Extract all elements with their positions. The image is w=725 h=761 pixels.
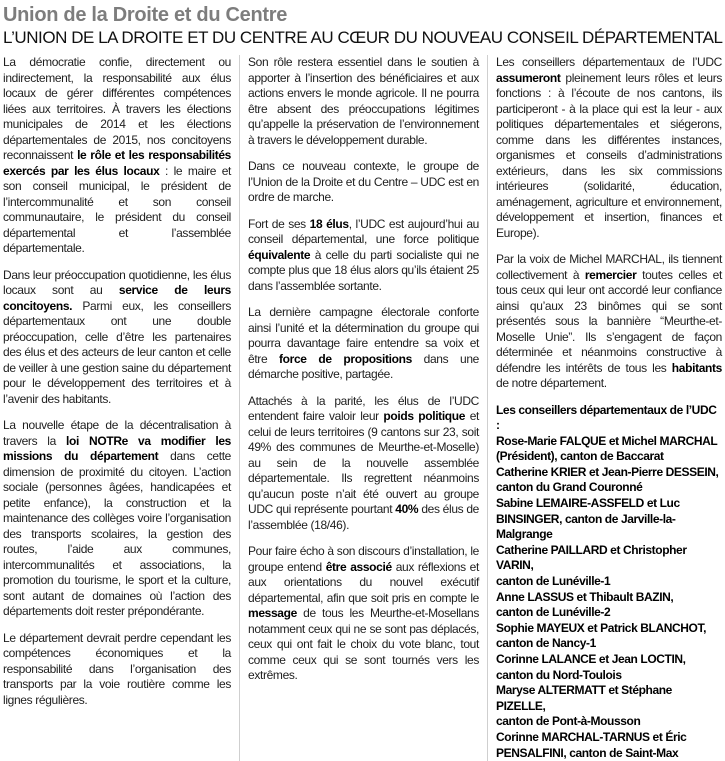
paragraph: Attachés à la parité, les élus de l’UDC entendent faire valoir leur poids politique et celui de leurs territoires (9 cantons sur 23, soit 49% des communes de Meurthe-et-Moselle) au sein de la nouvelle assemblée départementale. Ils regrettent néanmoins qu’aucun poste n’ait été ouvert au groupe UDC qui représente pourtant 40% des élus de l’assemblée (18/46).: [248, 394, 479, 534]
member-line: Rose-Marie FALQUE et Michel MARCHAL: [496, 434, 722, 450]
column-2: [240, 55, 488, 761]
paragraph: Les conseillers départementaux de l’UDC assumeront pleinement leurs rôles et leurs fonctions : à l’écoute de nos cantons, ils participeront - à la place qui est la leur - aux politiques départementales et siégerons, comme dans les différentes instances, organismes et conseils d’administrations extérieurs, dans les six commissions intérieures (solidarité, éducation, aménagement, agriculture et environnement, développement et insertion, finances et Europe).: [496, 55, 722, 241]
member-line: canton de Lunéville-2: [496, 605, 722, 621]
paragraph: La démocratie confie, directement ou indirectement, la responsabilité aux élus locaux de gérer différentes compétences liées aux territoires. À travers les élections municipales de 2014 et les élections départementales de 2015, nos concitoyens reconnaissent le rôle et les responsabilités exercés par les élus locaux : le maire et son conseil municipal, le président de l’intercommunalité et son conseil communautaire, le président du conseil départemental et l’assemblée départementale.: [3, 55, 231, 257]
column-3: [488, 55, 722, 761]
member-line: Sophie MAYEUX et Patrick BLANCHOT,: [496, 621, 722, 637]
members-list: [496, 403, 722, 761]
member-line: BINSINGER, canton de Jarville-la-Malgrange: [496, 512, 722, 543]
article-headline: L’UNION DE LA DROITE ET DU CENTRE AU CŒUR DU NOUVEAU CONSEIL DÉPARTEMENTAL: [3, 28, 722, 48]
group-name: Union de la Droite et du Centre: [3, 4, 722, 26]
paragraph: Par la voix de Michel MARCHAL, ils tiennent collectivement à remercier toutes celles et tous ceux qui leur ont accordé leur confiance ainsi qu’aux 23 binômes qui se sont présentés sous la bannière “Meurthe-et-Moselle Unie”. Ils s’engagent de façon déterminée et néanmoins constructive à défendre les intérêts de tous les habitants de notre département.: [496, 252, 722, 392]
paragraph: La nouvelle étape de la décentralisation à travers la loi NOTRe va modifier les missions du département dans cette dimension de proximité du citoyen. L’action sociale (personnes âgées, handicapées et petite enfance), la construction et la maintenance des collèges voire l’organisation des transports scolaires, la gestion des routes, l’aide aux communes, intercommunalités et associations, la promotion du tourisme, le sport et la culture, sont autant de domaines où l’action des départements doit rester prépondérante.: [3, 418, 231, 620]
member-line: canton du Nord-Toulois: [496, 668, 722, 684]
paragraph: Son rôle restera essentiel dans le soutien à apporter à l’insertion des bénéficiaires et aux actions envers le monde agricole. Il ne pourra être absent des préoccupations légitimes qu’appelle la préservation de l’environnement à travers le développement durable.: [248, 55, 479, 148]
paragraph: Dans ce nouveau contexte, le groupe de l’Union de la Droite et du Centre – UDC est en ordre de marche.: [248, 159, 479, 206]
member-line: canton de Pont-à-Mousson: [496, 714, 722, 730]
paragraph: La dernière campagne électorale conforte ainsi l’unité et la détermination du groupe qui pourra davantage faire entendre sa voix et être force de propositions dans une démarche positive, partagée.: [248, 305, 479, 383]
member-line: canton du Grand Couronné: [496, 480, 722, 496]
paragraph: Fort de ses 18 élus, l’UDC est aujourd’hui au conseil départemental, une force politique équivalente à celle du parti socialiste qui ne compte plus que 18 élus alors qu’ils étaient 25 dans l’assemblée sortante.: [248, 217, 479, 295]
paragraph: Pour faire écho à son discours d’installation, le groupe entend être associé aux réflexions et aux orientations du nouvel exécutif départemental, afin que soit pris en compte le message de tous les Meurthe-et-Mosellans notamment ceux qui ne se sont pas déplacés, ceux qui ont fait le choix du vote blanc, tout comme ceux qui se sont tournés vers les extrêmes.: [248, 544, 479, 684]
member-line: Sabine LEMAIRE-ASSFELD et Luc: [496, 496, 722, 512]
members-title: Les conseillers départementaux de l’UDC :: [496, 403, 722, 434]
paragraph: Dans leur préoccupation quotidienne, les élus locaux sont au service de leurs concitoyens. Parmi eux, les conseillers départementaux ont une double préoccupation, celle d’être les partenaires des élus et des acteurs de leur canton et celle de veiller à une gestion saine du département pour le développement des territoires et à l’avenir des habitants.: [3, 268, 231, 408]
paragraph: Le département devrait perdre cependant les compétences économiques et la responsabilité dans l’organisation des transports par la voie routière comme les lignes régulières.: [3, 631, 231, 709]
member-line: Catherine KRIER et Jean-Pierre DESSEIN,: [496, 465, 722, 481]
member-line: canton de Nancy-1: [496, 636, 722, 652]
member-line: Catherine PAILLARD et Christopher VARIN,: [496, 543, 722, 574]
member-line: PENSALFINI, canton de Saint-Max: [496, 746, 722, 761]
member-line: Corinne MARCHAL-TARNUS et Éric: [496, 730, 722, 746]
member-line: canton de Lunéville-1: [496, 574, 722, 590]
member-line: (Président), canton de Baccarat: [496, 449, 722, 465]
article-columns: [3, 55, 722, 761]
column-1: [3, 55, 240, 761]
member-line: Maryse ALTERMATT et Stéphane PIZELLE,: [496, 683, 722, 714]
member-line: Corinne LALANCE et Jean LOCTIN,: [496, 652, 722, 668]
member-line: Anne LASSUS et Thibault BAZIN,: [496, 590, 722, 606]
